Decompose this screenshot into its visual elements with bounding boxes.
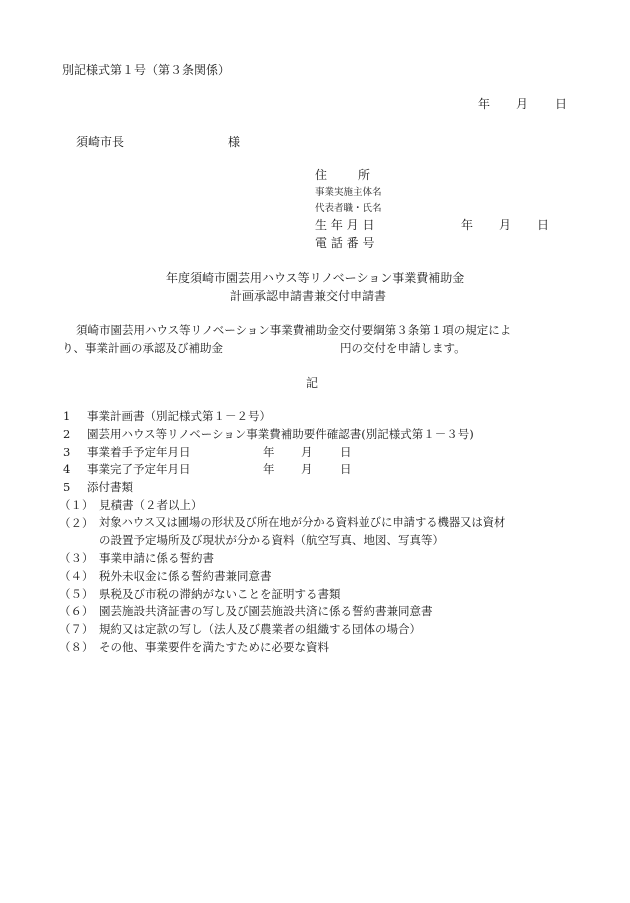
attachment-6 (59, 603, 433, 619)
birth-month: 月 (499, 218, 512, 232)
attachment-text: 見積書（２者以上） (99, 498, 203, 512)
item-text: 事業着手予定年月日 (87, 445, 191, 459)
body-line-2a: り、事業計画の承認及び補助金 (62, 341, 223, 355)
attachment-text: 税外未収金に係る誓約書兼同意書 (99, 569, 272, 583)
attachment-text: 事業申請に係る誓約書 (99, 551, 214, 565)
attachment-2 (59, 515, 506, 531)
item-day: 日 (340, 445, 352, 459)
attachment-number: （７） (59, 622, 94, 636)
item-number: 1 (63, 409, 71, 423)
body-line-1: 須崎市園芸用ハウス等リノベーション事業費補助金交付要綱第３条第１項の規定によ (76, 323, 512, 337)
birthdate-label: 生 年 月 日 (315, 218, 375, 232)
item-year: 年 (263, 462, 275, 476)
attachment-number: （３） (59, 551, 94, 565)
item-day: 日 (340, 462, 352, 476)
addressee-suffix: 様 (228, 135, 241, 149)
item-number: 5 (63, 480, 71, 494)
attachment-number: （８） (59, 640, 94, 654)
body-line-2b: 円の交付を申請します。 (340, 341, 466, 355)
addressee-name: 須崎市長 (76, 135, 125, 149)
attachment-2-continuation: の設置予定場所及び現状が分かる資料（航空写真、地図、写真等） (99, 533, 444, 547)
list-item-3 (63, 444, 352, 460)
date-year: 年 (478, 97, 491, 111)
form-label: 別記様式第１号（第３条関係） (62, 63, 231, 77)
item-month: 月 (301, 445, 313, 459)
item-number: 2 (63, 427, 71, 441)
attachment-7 (59, 621, 421, 637)
address-label-1: 住 (315, 168, 328, 182)
birth-day: 日 (537, 218, 550, 232)
item-text: 事業計画書（別記様式第１－２号） (87, 409, 271, 423)
item-number: 3 (63, 445, 71, 459)
attachment-text: 県税及び市税の滞納がないことを証明する書類 (99, 587, 341, 601)
item-text: 添付書類 (87, 480, 133, 494)
representative-label: 代表者職・氏名 (315, 203, 382, 214)
attachment-text: 対象ハウス又は圃場の形状及び所在地が分かる資料並びに申請する機器又は資材 (99, 516, 506, 529)
address-label-2: 所 (358, 168, 371, 182)
list-item-5 (63, 479, 133, 495)
date-month: 月 (516, 97, 529, 111)
attachment-text: その他、事業要件を満たすために必要な資料 (99, 640, 329, 654)
attachment-number: （５） (59, 587, 94, 601)
attachment-1 (59, 497, 203, 513)
list-item-1 (63, 408, 271, 424)
attachment-8 (59, 639, 329, 655)
attachment-5 (59, 586, 341, 602)
title-line-1: 年度須崎市園芸用ハウス等リノベーション事業費補助金 (166, 271, 465, 285)
list-item-4 (63, 461, 352, 477)
attachment-text: 園芸施設共済証書の写し及び園芸施設共済に係る誓約書兼同意書 (99, 604, 433, 618)
title-line-2: 計画承認申請書兼交付申請書 (230, 289, 387, 303)
list-item-2 (63, 426, 474, 442)
item-month: 月 (301, 462, 313, 476)
attachment-3 (59, 550, 214, 566)
item-text: 事業完了予定年月日 (87, 462, 191, 476)
date-day: 日 (555, 97, 568, 111)
phone-label: 電 話 番 号 (315, 236, 375, 250)
item-text: 園芸用ハウス等リノベーション事業費補助要件確認書(別記様式第１－３号) (87, 427, 474, 441)
birth-year: 年 (461, 218, 474, 232)
attachment-text: 規約又は定款の写し（法人及び農業者の組織する団体の場合） (99, 622, 421, 636)
item-number: 4 (63, 462, 71, 476)
attachment-number: （４） (59, 569, 94, 583)
attachment-number: （２） (59, 516, 94, 530)
item-year: 年 (263, 445, 275, 459)
attachment-number: （６） (59, 604, 94, 618)
attachment-4 (59, 568, 272, 584)
entity-label: 事業実施主体名 (315, 187, 382, 198)
attachment-number: （１） (59, 498, 94, 512)
ki-heading: 記 (306, 376, 319, 390)
